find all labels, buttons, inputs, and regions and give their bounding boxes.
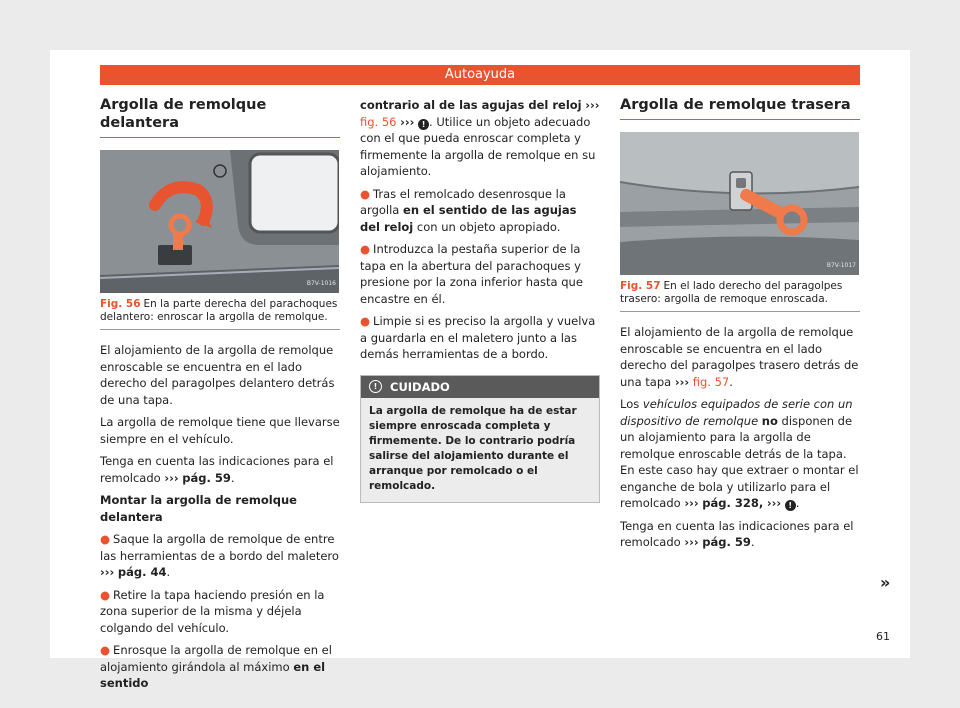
section-header: Autoayuda [100,65,860,85]
bullet-icon: ● [360,186,371,201]
rear-column [620,96,860,557]
reference-arrow-icon: ››› [100,565,115,579]
warning-icon: ! [785,500,796,511]
warning-icon: ! [418,119,429,130]
paragraph: El alojamiento de la argolla de remolque enroscable se encuentra en el lado derecho del paragolpes delantero detrás de una tapa. [100,343,335,407]
subheading: Montar la argolla de remolque delantera [100,493,297,524]
paragraph: Tenga en cuenta las indicaciones para el remolcado ››› pág. 59. [620,518,854,549]
bullet-icon: ● [100,532,111,546]
figure-code: B7V-1017 [826,261,856,269]
paragraph: Tenga en cuenta las indicaciones para el remolcado ››› pág. 59. [100,454,334,485]
bullet-icon: ● [100,643,111,657]
page-reference-link[interactable]: pág. 59 [702,535,751,549]
figure-reference-link[interactable]: fig. 57 [692,374,730,389]
caution-title: CUIDADO [390,379,450,394]
reference-arrow-icon: ››› [684,535,699,549]
bullet-icon: ● [360,242,371,256]
paragraph: Los vehículos equipados de serie con un dispositivo de remolque no disponen de un alojamiento para la argolla de remolque enroscable detrás de la tapa. En este caso hay que extraer o montar el enganche de bola y utilizarlo para el remolcado ››› pág. 328, ››› ! . [620,397,859,510]
reference-arrow-icon: ››› [766,496,782,510]
figure-code: B7V-1016 [306,279,336,287]
caution-header [361,376,599,399]
front-section-title: Argolla de remolque delantera [100,96,340,138]
reference-arrow-icon: ››› [164,470,179,485]
continue-arrow-icon: » [880,573,891,592]
front-bumper-illustration [100,150,339,293]
paragraph: La argolla de remolque tiene que llevarse siempre en el vehículo. [100,415,340,446]
reference-arrow-icon: ››› [684,496,699,510]
caution-text: La argolla de remolque ha de estar siempre enroscada completa y firmemente. De lo contrario podría salirse del alojamiento durante el arranque por remolcado o el remolcado. [361,398,599,502]
bullet-icon: ● [100,587,111,602]
figure-caption [620,280,860,312]
paragraph: contrario al de las agujas del reloj ››› fig. 56 ››› ! . Utilice un objeto adecuado con el que pueda enroscar completa y firmemente la argolla de remolque en su alojamiento. [360,98,600,178]
figure-reference-link[interactable]: fig. 56 [360,114,397,129]
manual-page [50,50,910,690]
reference-arrow-icon: ››› [400,114,415,129]
bullet-item: ● Retire la tapa haciendo presión en la zona superior de la misma y déjela colgando del vehículo. [100,587,325,635]
bullet-item: ● Saque la argolla de remolque de entre las herramientas de a bordo del maletero ››› pág. 44. [100,532,339,579]
caution-box [360,375,600,504]
page-reference-link[interactable]: pág. 59 [182,470,231,485]
bullet-item: ● Introduzca la pestaña superior de la tapa en la abertura del parachoques y presione por la zona inferior hasta que encastre en él. [360,242,583,306]
figure-label: Fig. 56 [100,298,141,310]
paragraph: El alojamiento de la argolla de remolque enroscable se encuentra en el lado derecho del paragolpes trasero detrás de una tapa ››› fig. 57. [620,325,859,389]
front-column [100,96,340,698]
front-towing-eye-figure [100,150,339,293]
bullet-item: ● Limpie si es preciso la argolla y vuelva a guardarla en el maletero junto a las demás herramientas de a bordo. [360,314,596,361]
middle-column [360,97,600,503]
rear-section-title: Argolla de remolque trasera [620,96,860,120]
caption-text: En la parte derecha del parachoques delantero: enroscar la argolla de remolque. [100,298,338,323]
caption-text: En el lado derecho del paragolpes trasero: argolla de remoque enroscada. [620,280,843,305]
reference-arrow-icon: ››› [674,374,690,389]
bullet-item: ● Tras el remolcado desenrosque la argolla en el sentido de las agujas del reloj con un objeto apropiado. [360,186,577,234]
bullet-icon: ● [360,314,371,328]
rear-towing-eye-figure [620,132,859,275]
caution-icon: ! [369,380,382,393]
bullet-item: ● Enrosque la argolla de remolque en el alojamiento girándola al máximo en el sentido [100,643,332,690]
figure-label: Fig. 57 [620,280,661,292]
page-number: 61 [876,630,890,643]
page-reference-link[interactable]: pág. 328, [702,496,764,510]
page-reference-link[interactable]: pág. 44 [117,565,167,579]
reference-arrow-icon: ››› [585,98,600,112]
rear-bumper-illustration [620,132,859,275]
figure-caption [100,298,340,330]
